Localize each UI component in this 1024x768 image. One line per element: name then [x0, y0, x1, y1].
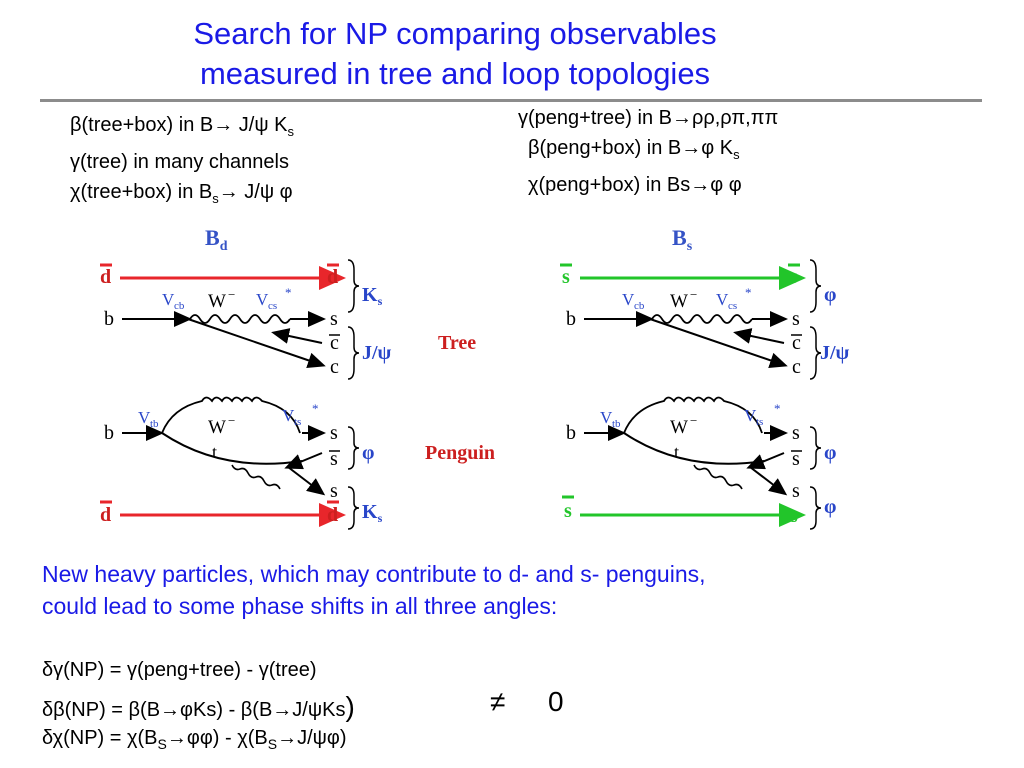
svg-text:d: d: [100, 504, 112, 526]
svg-text:V: V: [256, 290, 269, 309]
svg-text:V: V: [622, 290, 635, 309]
bs-penguin-diagram: [562, 398, 836, 530]
obs-right-beta: β(peng+box) in B→φ $K_s$: [528, 137, 740, 162]
bd-penguin-diagram: [100, 398, 383, 530]
feynman-diagrams: [60, 215, 850, 535]
svg-text:tb: tb: [150, 418, 159, 430]
observables-left: [70, 110, 294, 214]
svg-text:*: *: [774, 401, 781, 416]
obs-left-chi: χ(tree+box) in $B_s\to J/\psi$ φ: [70, 181, 293, 206]
svg-text:Ks: $K_s$: [362, 501, 383, 525]
svg-text:b: b: [104, 308, 114, 330]
svg-text:φ: φ: [362, 442, 375, 464]
svg-text:−: −: [228, 413, 236, 428]
svg-text:c: c: [792, 332, 801, 354]
svg-text:b: b: [566, 308, 576, 330]
meson-ks-tree: $K_s$: [362, 284, 383, 308]
svg-text:s: s: [330, 448, 338, 470]
svg-text:c: c: [330, 332, 339, 354]
svg-text:s: s: [562, 266, 570, 288]
np-note-line-2: could lead to some phase shifts in all three angles:: [42, 593, 558, 619]
svg-text:*: *: [745, 285, 752, 300]
tree-label: Tree: [438, 332, 477, 354]
svg-text:cb: cb: [634, 300, 645, 312]
obs-left-gamma: γ(tree) in many channels: [70, 151, 289, 173]
svg-text:cs: cs: [268, 300, 278, 312]
svg-text:W: W: [670, 417, 688, 438]
bs-heading: $B_s$: [672, 225, 693, 254]
svg-text:φ: φ: [824, 496, 837, 518]
title-line-2: measured in tree and loop topologies: [199, 56, 711, 91]
svg-text:s: s: [792, 480, 800, 502]
svg-text:V: V: [162, 290, 175, 309]
svg-text:*: *: [312, 401, 319, 416]
svg-text:tb: tb: [612, 418, 621, 430]
svg-text:d: d: [327, 266, 339, 288]
bd-tree-diagram: [100, 260, 392, 379]
svg-text:d: d: [100, 266, 112, 288]
formula-delta-gamma: δγ(NP) = γ(peng+tree) - γ(tree): [42, 659, 317, 681]
obs-right-chi: χ(peng+box) in Bs→φ φ: [528, 174, 742, 196]
svg-text:s: s: [790, 505, 798, 527]
svg-text:s: s: [330, 480, 338, 502]
svg-text:φ: φ: [824, 284, 837, 306]
svg-text:cb: cb: [174, 300, 185, 312]
svg-text:V: V: [282, 406, 295, 425]
svg-text:W: W: [208, 291, 226, 312]
svg-text:cs: cs: [728, 300, 738, 312]
svg-text:s: s: [792, 422, 800, 444]
svg-text:ts: ts: [756, 416, 764, 428]
title-divider: [40, 99, 982, 102]
svg-text:s: s: [564, 500, 572, 522]
svg-text:V: V: [744, 406, 757, 425]
np-note-line-1: New heavy particles, which may contribute to d- and s- penguins,: [42, 561, 706, 587]
svg-text:t: t: [212, 442, 218, 462]
svg-text:−: −: [690, 287, 698, 302]
svg-text:s: s: [330, 422, 338, 444]
svg-text:t: t: [674, 442, 680, 462]
svg-text:d: d: [327, 504, 339, 526]
svg-text:s: s: [790, 266, 798, 288]
svg-text:−: −: [690, 413, 698, 428]
svg-text:V: V: [716, 290, 729, 309]
svg-text:b: b: [566, 422, 576, 444]
svg-text:−: −: [228, 287, 236, 302]
zero-value: 0: [548, 686, 564, 717]
svg-text:W: W: [208, 417, 226, 438]
svg-text:s: s: [792, 448, 800, 470]
svg-text:ts: ts: [294, 416, 302, 428]
not-equal-sign: ≠: [490, 686, 506, 717]
svg-text:V: V: [600, 408, 613, 427]
obs-right-gamma: γ(peng+tree) in B→ρρ,ρπ,ππ: [518, 107, 779, 129]
penguin-label: Penguin: [425, 442, 496, 464]
formula-delta-chi: $\delta\chi(NP) = \chi(B_S\to\varphi\varphi) - \chi(B_S\to J/\psi\varphi)$: [42, 727, 347, 752]
svg-text:V: V: [138, 408, 151, 427]
observables-right: [518, 103, 778, 200]
svg-text:s: s: [330, 308, 338, 330]
svg-text:*: *: [285, 285, 292, 300]
bs-tree-diagram: [560, 260, 850, 379]
title-line-1: Search for NP comparing observables: [193, 16, 717, 51]
svg-text:c: c: [792, 356, 801, 378]
formula-delta-beta: δβ(NP) = β(B→φKs) - β(B→J/ψKs): [42, 691, 355, 722]
svg-text:φ: φ: [824, 442, 837, 464]
obs-left-beta: β(tree+box) in B→ J/ψ $K_s$: [70, 114, 295, 139]
svg-text:W: W: [670, 291, 688, 312]
svg-text:J/ψ: J/ψ: [820, 342, 850, 364]
svg-text:s: s: [792, 308, 800, 330]
svg-text:J/ψ: J/ψ: [362, 342, 392, 364]
svg-text:c: c: [330, 356, 339, 378]
bd-heading: $B_d$: [205, 225, 228, 254]
page-title: [0, 14, 910, 94]
svg-text:b: b: [104, 422, 114, 444]
np-note: [42, 558, 706, 622]
